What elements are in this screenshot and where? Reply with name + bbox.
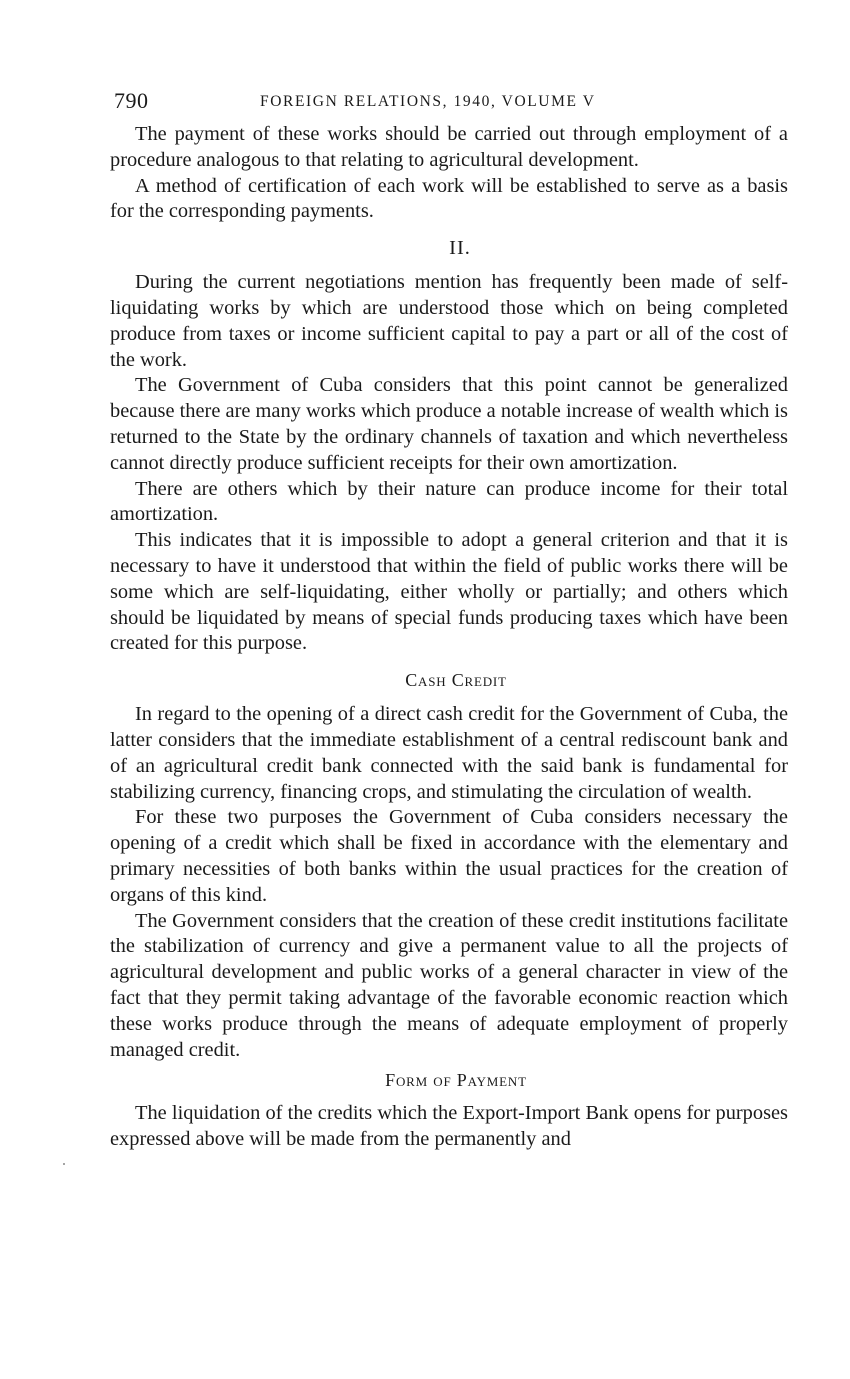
section-ii-body: [110, 270, 788, 657]
paragraph: There are others which by their nature can produce income for their total amortization.: [110, 477, 788, 526]
document-page: [110, 88, 788, 1153]
page-number: 790: [114, 88, 149, 113]
section-heading-cash-credit: Cash Credit: [405, 670, 507, 691]
form-of-payment-body: [110, 1101, 788, 1153]
paragraph: This indicates that it is impossible to adopt a general criterion and that it is necessary to have it understood that within the field of public works there will be some which are self-liquidating, either wholly or partially; and others which should be liquidated by means of special funds producing taxes which have been created for this purpose.: [110, 529, 788, 655]
paragraph: For these two purposes the Government of Cuba considers necessary the opening of a credit which shall be fixed in accordance with the elementary and primary necessities of both banks within the usual practices for the creation of organs of this kind.: [110, 806, 788, 906]
paragraph: The liquidation of the credits which the Export-Import Bank opens for purposes expressed above will be made from the permanently and: [110, 1102, 788, 1151]
intro-section: [110, 122, 788, 225]
section-heading-form-of-payment: Form of Payment: [385, 1070, 527, 1091]
paragraph: The Government considers that the creation of these credit institutions facilitate the stabilization of currency and give a permanent value to all the projects of agricultural development and public works of a general character in view of the fact that they permit taking advantage of the favorable economic reaction which these works produce through the means of adequate employment of properly managed credit.: [110, 909, 788, 1061]
running-head-title: FOREIGN RELATIONS, 1940, VOLUME V: [260, 93, 596, 110]
paragraph: The payment of these works should be carried out through employment of a procedure analogous to that relating to agricultural development.: [110, 123, 788, 171]
stray-mark: [63, 1163, 65, 1165]
running-head: [110, 88, 788, 122]
paragraph: A method of certification of each work will be established to serve as a basis for the corresponding payments.: [110, 174, 788, 223]
section-number: II.: [449, 237, 471, 260]
paragraph: The Government of Cuba considers that this point cannot be generalized because there are many works which produce a notable increase of wealth which is returned to the State by the ordinary channels of taxation and which nevertheless cannot directly produce sufficient receipts for their own amortization.: [110, 374, 788, 474]
paragraph: In regard to the opening of a direct cash credit for the Government of Cuba, the latter considers that the immediate establishment of a central rediscount bank and of an agricultural credit bank connected with the said bank is fundamental for stabilizing currency, financing crops, and stimulating the circulation of wealth.: [110, 703, 788, 803]
cash-credit-body: [110, 702, 788, 1063]
paragraph: During the current negotiations mention has frequently been made of self-liquidating works by which are understood those which on being completed produce from taxes or income sufficient capital to pay a part or all of the cost of the work.: [110, 271, 788, 371]
